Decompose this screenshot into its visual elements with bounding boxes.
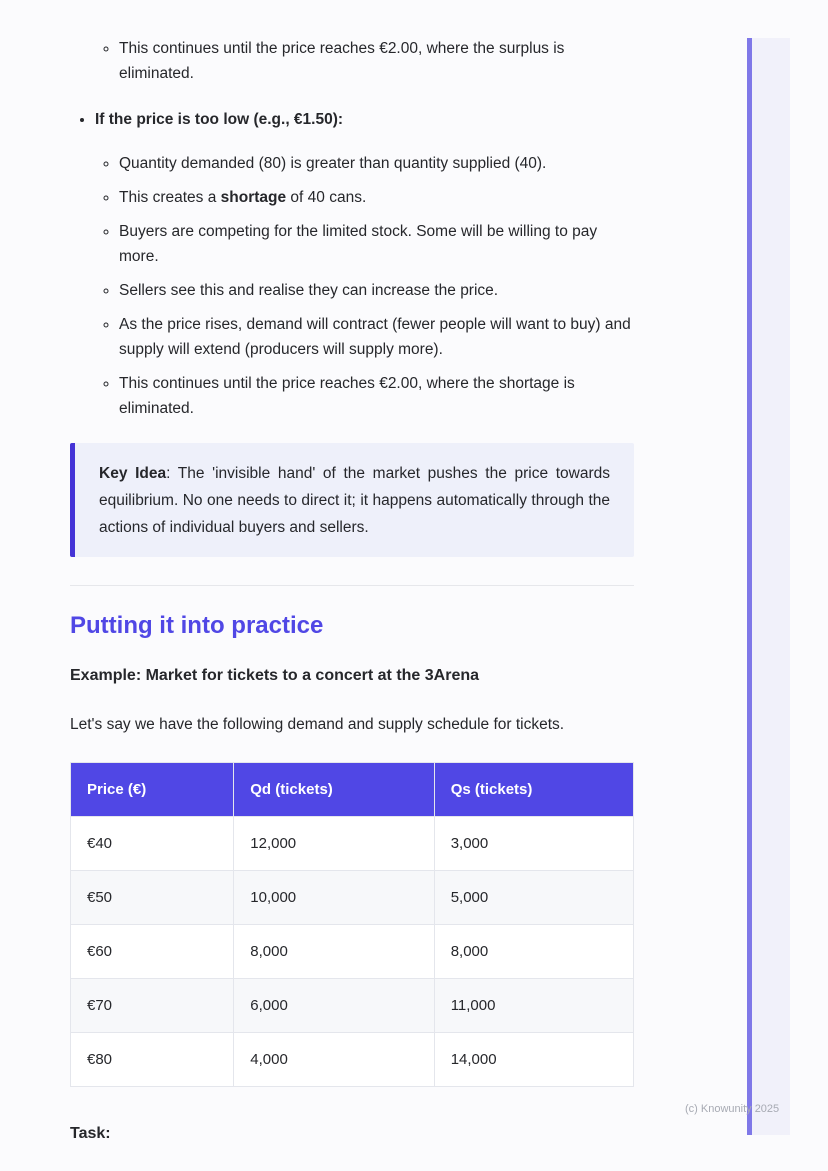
page-edge-bar: [747, 38, 752, 1135]
table-cell: 8,000: [234, 925, 434, 979]
key-idea-callout: [70, 443, 634, 557]
page-margin-panel: [752, 38, 790, 1135]
text: Quantity demanded (80) is greater than quantity supplied (40).: [119, 155, 547, 172]
list-item: [119, 312, 634, 362]
table-header-row: [71, 763, 634, 817]
section-heading: Putting it into practice: [70, 612, 324, 639]
table-row: [71, 871, 634, 925]
list-item: [95, 107, 634, 421]
table-cell: 11,000: [434, 979, 633, 1033]
example-heading: Example: Market for tickets to a concert at the 3Arena: [70, 667, 480, 684]
list-item: [119, 278, 634, 303]
table-row: [71, 1033, 634, 1087]
intro-paragraph: Let's say we have the following demand and supply schedule for tickets.: [70, 716, 565, 733]
bold-text: shortage: [220, 189, 287, 206]
section-divider: [70, 585, 634, 586]
table-cell: €40: [71, 817, 234, 871]
table-cell: 10,000: [234, 871, 434, 925]
table-cell: 6,000: [234, 979, 434, 1033]
text: This creates a: [119, 189, 221, 206]
table-cell: 8,000: [434, 925, 633, 979]
callout-text: : The 'invisible hand' of the market pushes the price towards equilibrium. No one needs to direct it; it happens automatically through the actions of individual buyers and sellers.: [99, 465, 610, 536]
list-item: [119, 185, 634, 210]
table-cell: 5,000: [434, 871, 633, 925]
text: of 40 cans.: [286, 189, 367, 206]
text: This continues until the price reaches €2.00, where the shortage is eliminated.: [119, 375, 575, 417]
table-row: [71, 817, 634, 871]
text: This continues until the price reaches €2.00, where the surplus is eliminated.: [119, 40, 565, 82]
table-cell: 4,000: [234, 1033, 434, 1087]
list-item: [119, 371, 634, 421]
list-item: [119, 219, 634, 269]
table-cell: 14,000: [434, 1033, 633, 1087]
table-row: [71, 979, 634, 1033]
low-price-bullet-heading: If the price is too low (e.g., €1.50):: [95, 111, 344, 128]
table-cell: 3,000: [434, 817, 633, 871]
ticket-schedule-table: [70, 762, 634, 1087]
low-price-sub-bullet-list: [95, 151, 634, 421]
table-cell: 12,000: [234, 817, 434, 871]
task-label: Task:: [70, 1125, 111, 1142]
table-header-cell: Qd (tickets): [234, 763, 434, 817]
text: As the price rises, demand will contract (fewer people will want to buy) and supply will extend (producers will supply more).: [119, 316, 631, 358]
copyright-watermark: (c) Knowunity 2025: [685, 1103, 780, 1115]
main-bullet-list: [70, 107, 634, 421]
list-item: [119, 36, 634, 86]
text: Buyers are competing for the limited stock. Some will be willing to pay more.: [119, 223, 598, 265]
ticket-table-body: [71, 817, 634, 1087]
list-item: [119, 151, 634, 176]
table-cell: €50: [71, 871, 234, 925]
table-row: [71, 925, 634, 979]
table-cell: €80: [71, 1033, 234, 1087]
callout-bold-label: Key Idea: [99, 465, 167, 482]
table-header-cell: Qs (tickets): [434, 763, 633, 817]
document-content: [70, 36, 634, 1143]
text: Sellers see this and realise they can increase the price.: [119, 282, 499, 299]
table-header-cell: Price (€): [71, 763, 234, 817]
surplus-sub-bullet-list: [70, 36, 634, 86]
table-cell: €60: [71, 925, 234, 979]
table-cell: €70: [71, 979, 234, 1033]
